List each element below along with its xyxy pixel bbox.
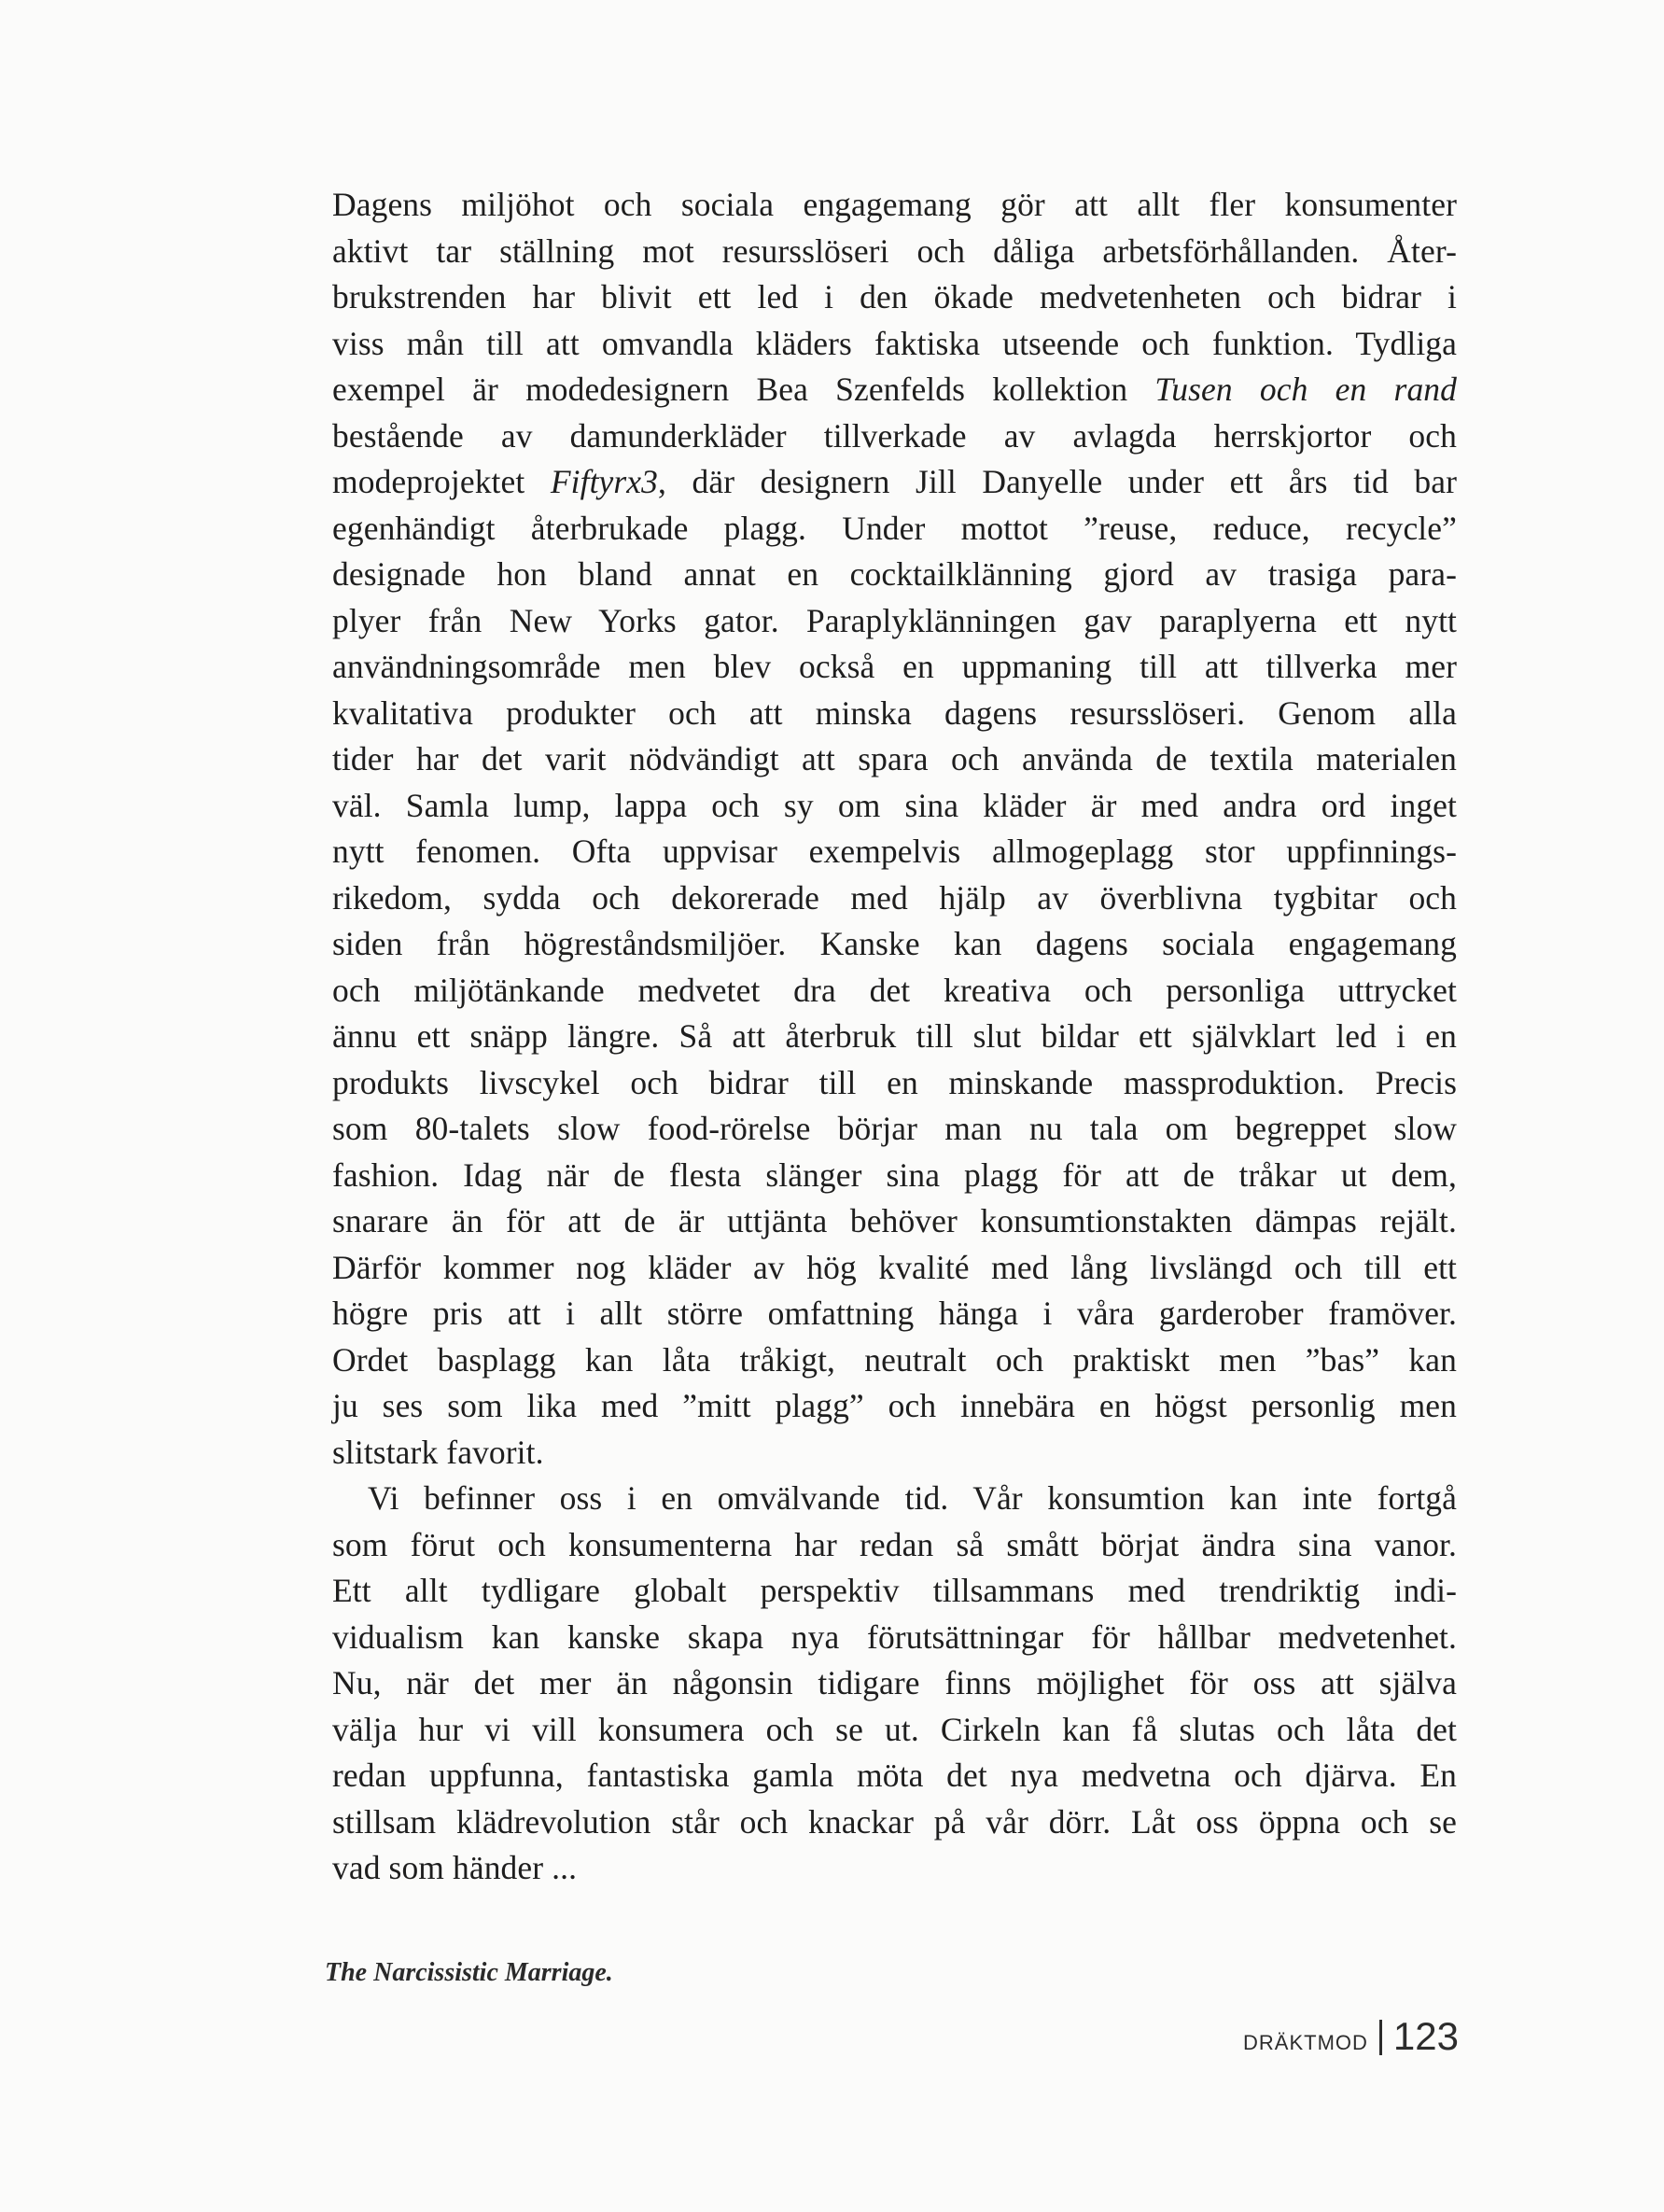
text-line: fashion. Idag när de flesta slänger sina plagg för att de tråkar ut dem,	[332, 1155, 1457, 1194]
text-line: rikedom, sydda och dekorerade med hjälp av överblivna tygbitar och	[332, 878, 1457, 917]
text-line: ju ses som lika med ”mitt plagg” och innebära en högst personlig men	[332, 1387, 1457, 1424]
text-line: egenhändigt återbrukade plagg. Under mottot ”reuse, reduce, recycle”	[332, 509, 1457, 547]
text-line-paragraph-start: Vi befinner oss i en omvälvande tid. Vår konsumtion kan inte fortgå	[368, 1479, 1457, 1517]
text-line: välja hur vi vill konsumera och se ut. Cirkeln kan få slutas och låta det	[332, 1710, 1457, 1748]
text-line: tider har det varit nödvändigt att spara och använda de textila materialen	[332, 740, 1457, 777]
text-line: snarare än för att de är uttjänta behöver konsumtionstakten dämpas rejält.	[332, 1202, 1457, 1239]
text-line	[332, 367, 1457, 413]
text-line: vidualism kan kanske skapa nya förutsättningar för hållbar medvetenhet.	[332, 1617, 1457, 1656]
text-line-part: , där designern Jill Danyelle under ett års tid bar	[658, 463, 1457, 500]
text-line: Ordet basplagg kan låta tråkigt, neutralt och praktiskt men ”bas” kan	[332, 1340, 1457, 1379]
text-line: produkts livscykel och bidrar till en minskande massproduktion. Precis	[332, 1063, 1457, 1101]
text-line: plyer från New Yorks gator. Paraplyklänningen gav paraplyerna ett nytt	[332, 601, 1457, 639]
text-line: viss mån till att omvandla kläders faktiska utseende och funktion. Tydliga	[332, 324, 1457, 362]
text-line: Nu, när det mer än någonsin tidigare finns möjlighet för oss att själva	[332, 1664, 1457, 1701]
text-line: och miljötänkande medvetet dra det kreativa och personliga uttrycket	[332, 971, 1457, 1009]
page-folio	[1243, 2014, 1459, 2059]
running-footer-section: DRÄKTMOD	[1243, 2031, 1368, 2054]
italic-title-fiftyrx: Fiftyrx3	[550, 463, 659, 500]
text-line: Därför kommer nog kläder av hög kvalité med lång livslängd och till ett	[332, 1248, 1457, 1286]
text-line: bestående av damunderkläder tillverkade av avlagda herrskjortor och	[332, 416, 1457, 455]
text-line: Ett allt tydligare globalt perspektiv tillsammans med trendriktig indi-	[332, 1572, 1457, 1609]
text-line: vad som händer ...	[332, 1849, 578, 1886]
text-line: väl. Samla lump, lappa och sy om sina kläder är med andra ord inget	[332, 786, 1457, 824]
text-line: högre pris att i allt större omfattning hänga i våra garderober framöver.	[332, 1295, 1457, 1332]
text-line: slitstark favorit.	[332, 1433, 544, 1471]
text-line: stillsam klädrevolution står och knackar på vår dörr. Låt oss öppna och se	[332, 1802, 1457, 1841]
text-line: siden från högreståndsmiljöer. Kanske kan dagens sociala engagemang	[332, 925, 1457, 962]
text-line: designade hon bland annat en cocktailklänning gjord av trasiga para-	[332, 555, 1457, 593]
text-line: kvalitativa produkter och att minska dagens resursslöseri. Genom alla	[332, 693, 1457, 732]
text-line: nytt fenomen. Ofta uppvisar exempelvis allmogeplagg stor uppfinnings-	[332, 833, 1457, 870]
text-line: ännu ett snäpp längre. Så att återbruk till slut bildar ett självklart led i en	[332, 1017, 1457, 1055]
image-caption: The Narcissistic Marriage.	[325, 1958, 613, 1987]
text-line: Dagens miljöhot och sociala engagemang gör att allt fler konsumenter	[332, 186, 1457, 223]
body-text	[332, 182, 1457, 1892]
page-number: 123	[1392, 2014, 1459, 2058]
text-line	[332, 459, 1457, 506]
text-line: som förut och konsumenterna har redan så smått börjat ändra sina vanor.	[332, 1525, 1457, 1563]
folio-divider	[1379, 2020, 1382, 2055]
text-line-part: exempel är modedesignern Bea Szenfelds kollektion	[332, 371, 1155, 408]
text-line: som 80-talets slow food-rörelse börjar man nu tala om begreppet slow	[332, 1110, 1457, 1147]
text-line: redan uppfunna, fantastiska gamla möta det nya medvetna och djärva. En	[332, 1757, 1457, 1794]
text-line-part: modeprojektet	[332, 463, 551, 500]
text-line: användningsområde men blev också en uppmaning till att tillverka mer	[332, 648, 1457, 685]
italic-title-tusen: Tusen och en rand	[1154, 371, 1458, 408]
text-line: brukstrenden har blivit ett led i den ökade medvetenheten och bidrar i	[332, 278, 1457, 315]
text-line: aktivt tar ställning mot resursslöseri och dåliga arbetsförhållanden. Åter-	[332, 231, 1457, 270]
